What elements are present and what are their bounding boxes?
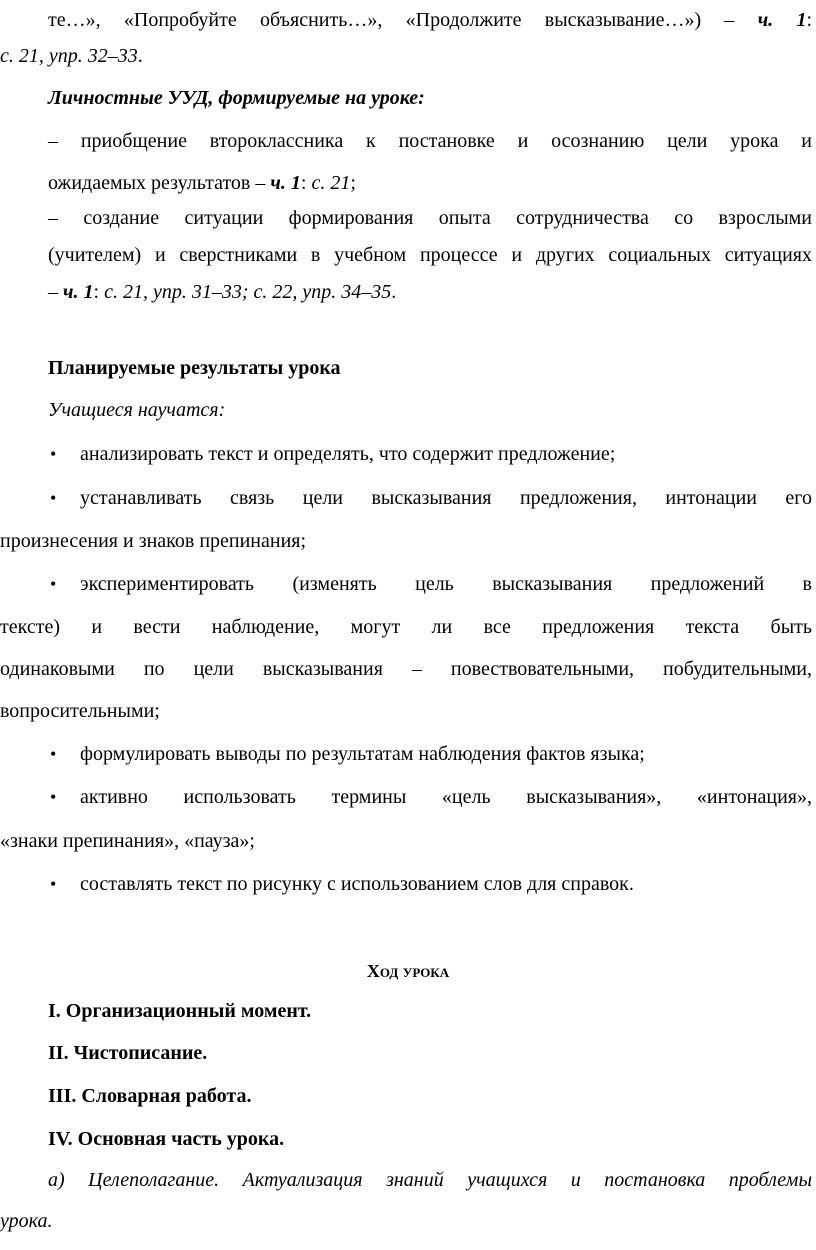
item1-colon: : xyxy=(300,172,307,194)
intro-line-2 xyxy=(0,43,143,69)
result-item-2-line-2: произнесения и знаков препинания; xyxy=(0,530,307,552)
item2-end: . xyxy=(391,281,397,303)
intro-line-1 xyxy=(48,7,812,33)
personal-uud-item-2-line-1: – создание ситуации формирования опыта сотрудничества со взрослыми xyxy=(48,207,812,229)
result-item-3-line-2: тексте) и вести наблюдение, могут ли все предложения текста быть xyxy=(0,616,812,638)
lesson-step-2: II. Чистописание. xyxy=(48,1042,208,1064)
lesson-sub-a-line-1: а) Целеполагание. Актуализация знаний учащихся и постановка проблемы xyxy=(48,1169,812,1191)
bullet-icon: • xyxy=(50,444,57,464)
result-item-5-line-2: «знаки препинания», «пауза»; xyxy=(0,830,255,852)
item1-ref-num: 1 xyxy=(290,172,301,194)
personal-uud-heading: Личностные УУД, формируемые на уроке: xyxy=(48,87,425,109)
item2-ref: с. 21, упр. 31–33; с. 22, упр. 34–35 xyxy=(104,281,392,303)
result-item-3-line-3: одинаковыми по цели высказывания – повествовательными, побудительными, xyxy=(0,658,812,680)
personal-uud-item-2-line-3 xyxy=(48,279,396,305)
intro-text: те…», «Попробуйте объяснить…», «Продолжите высказывание…») – xyxy=(48,9,735,31)
bullet-icon: • xyxy=(50,744,57,764)
result-item-2-line-1: устанавливать связь цели высказывания предложения, интонации его xyxy=(80,487,812,509)
item2-ref-num: 1 xyxy=(83,281,94,303)
lesson-step-4: IV. Основная часть урока. xyxy=(48,1128,285,1150)
lesson-step-3: III. Словарная работа. xyxy=(48,1085,252,1107)
bullet-icon: • xyxy=(50,488,57,508)
result-item-5-line-1: активно использовать термины «цель высказывания», «интонация», xyxy=(80,786,812,808)
personal-uud-item-1-line-1: – приобщение второклассника к постановке и осознанию цели урока и xyxy=(48,130,812,152)
item1-end: ; xyxy=(350,172,356,194)
intro-ref-part: ч. xyxy=(757,9,774,31)
intro-end: . xyxy=(137,45,143,67)
item1-ref: с. 21 xyxy=(311,172,351,194)
bullet-icon: • xyxy=(50,787,57,807)
result-item-4: формулировать выводы по результатам наблюдения фактов языка; xyxy=(80,743,645,765)
personal-uud-item-2-line-2: (учителем) и сверстниками в учебном процессе и других социальных ситуациях xyxy=(48,244,812,266)
planned-results-subheading: Учащиеся научатся: xyxy=(48,399,226,421)
intro-ref-num: 1 xyxy=(796,9,807,31)
bullet-icon: • xyxy=(50,874,57,894)
result-item-3-line-1: экспериментировать (изменять цель высказывания предложений в xyxy=(80,573,812,595)
item2-dash: – xyxy=(48,281,58,303)
result-item-6: составлять текст по рисунку с использованием слов для справок. xyxy=(80,873,634,895)
lesson-heading: Ход урока xyxy=(366,961,450,981)
item1-text: ожидаемых результатов – xyxy=(48,172,266,194)
item2-ref-part: ч. xyxy=(63,281,79,303)
item2-colon: : xyxy=(93,281,100,303)
intro-colon: : xyxy=(806,9,813,31)
result-item-1: анализировать текст и определять, что содержит предложение; xyxy=(80,443,616,465)
result-item-3-line-4: вопросительными; xyxy=(0,700,160,722)
lesson-sub-a-line-2: урока. xyxy=(0,1210,53,1232)
personal-uud-item-1-line-2 xyxy=(48,170,356,196)
planned-results-heading: Планируемые результаты урока xyxy=(48,357,341,379)
item1-ref-part: ч. xyxy=(270,172,286,194)
intro-ref: с. 21, упр. 32–33 xyxy=(0,45,138,67)
bullet-icon: • xyxy=(50,574,57,594)
lesson-step-1: I. Организационный момент. xyxy=(48,1000,312,1022)
